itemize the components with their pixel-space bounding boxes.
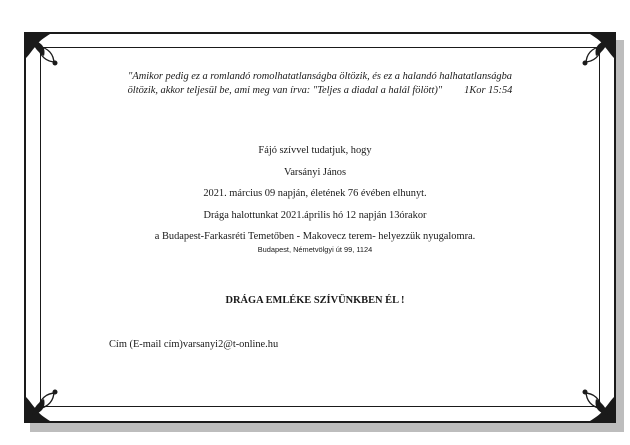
- quote-reference: 1Kor 15:54: [464, 85, 513, 96]
- cemetery-address: Budapest, Németvölgyi út 99, 1124: [257, 245, 373, 254]
- contact-email: Cím (E-mail cím)varsanyi2@t-online.hu: [109, 339, 279, 350]
- frame-outer-left: [24, 32, 26, 423]
- corner-ornament-top-right-icon: [570, 32, 616, 78]
- funeral-time: Drága halottunkat 2021.április hó 12 napján 13órakor: [203, 210, 427, 221]
- death-notice: 2021. március 09 napján, életének 76 évében elhunyt.: [203, 188, 427, 199]
- frame-outer-right: [614, 32, 616, 423]
- quote-line-1: "Amikor pedig ez a romlandó romolhatatlanságba öltözik, és ez a halandó halhatatlanságba: [128, 71, 512, 82]
- bible-quote: [70, 70, 570, 98]
- frame-inner-bottom: [40, 406, 600, 407]
- corner-ornament-bottom-left-icon: [24, 377, 70, 423]
- announcement-intro: Fájó szívvel tudatjuk, hogy: [258, 145, 372, 156]
- frame-shadow-bottom: [30, 423, 624, 432]
- quote-line-2: [70, 84, 570, 98]
- frame-inner-top: [40, 47, 600, 48]
- closing-line: DRÁGA EMLÉKE SZÍVÜNKBEN ÉL !: [225, 295, 405, 306]
- corner-ornament-top-left-icon: [24, 32, 70, 78]
- frame-outer-top: [24, 32, 616, 34]
- deceased-name: Varsányi János: [283, 167, 347, 178]
- frame-inner-right: [599, 47, 600, 407]
- funeral-place: a Budapest-Farkasréti Temetőben - Makovecz terem- helyezzük nyugalomra.: [154, 231, 476, 242]
- frame-outer-bottom: [24, 421, 616, 423]
- frame-inner-left: [40, 47, 41, 407]
- corner-ornament-bottom-right-icon: [570, 377, 616, 423]
- quote-line-2-text: öltözik, akkor teljesül be, ami meg van írva: "Teljes a diadal a halál fölött)": [127, 85, 443, 96]
